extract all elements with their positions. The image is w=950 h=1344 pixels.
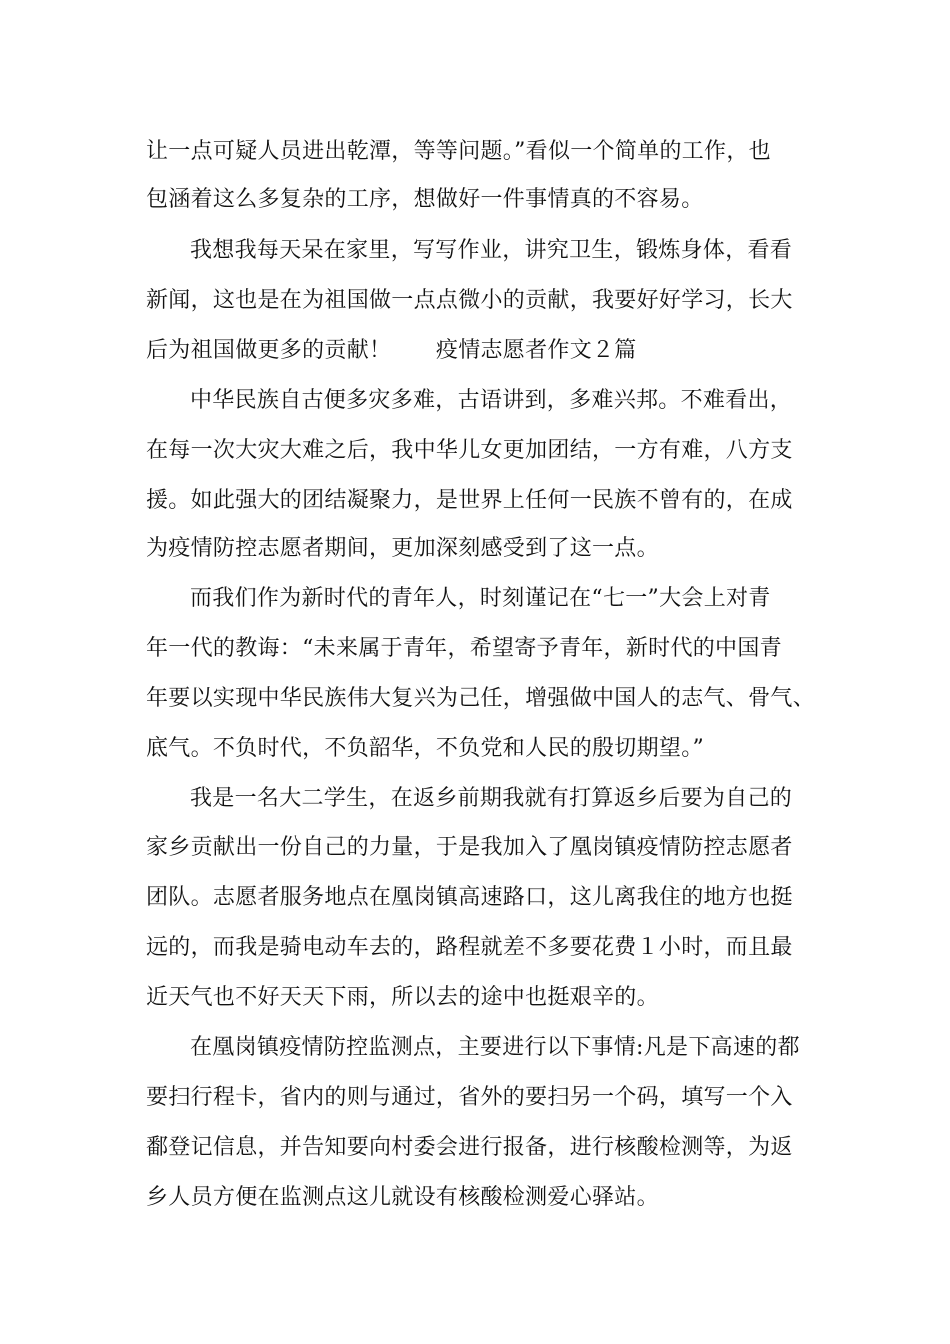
text-line: 新闻，这也是在为祖国做一点点微小的贡献，我要好好学习，长大: [146, 288, 793, 313]
text-line: 让一点可疑人员进出乾潭，等等问题。”看似一个简单的工作，也: [146, 139, 771, 164]
text-line: 在每一次大灾大难之后，我中华儿女更加团结，一方有难，八方支: [146, 438, 793, 463]
text-line: 底气。不负时代，不负韶华，不负党和人民的殷切期望。”: [146, 736, 705, 761]
paragraph-start-line: 中华民族自古便多灾多难，古语讲到，多难兴邦。不难看出，: [190, 388, 793, 413]
text-line: 近天气也不好天天下雨，所以去的途中也挺艰辛的。: [146, 985, 659, 1010]
text-line: 年要以实现中华民族伟大复兴为己任，增强做中国人的志气、骨气、: [146, 686, 816, 711]
text-line: 鄱登记信息，并告知要向村委会进行报备，进行核酸检测等，为返: [146, 1135, 793, 1160]
text-line: 乡人员方便在监测点这儿就设有核酸检测爱心驿站。: [146, 1185, 659, 1210]
text-line: 要扫行程卡，省内的则与通过，省外的要扫另一个码，填写一个入: [146, 1085, 793, 1110]
text-line: 为疫情防控志愿者期间，更加深刻感受到了这一点。: [146, 536, 659, 561]
text-line: 后为祖国做更多的贡献！ 疫情志愿者作文２篇: [146, 338, 637, 363]
paragraph-start-line: 我是一名大二学生，在返乡前期我就有打算返乡后要为自己的: [190, 786, 793, 811]
paragraph-start-line: 而我们作为新时代的青年人，时刻谨记在“七一”大会上对青: [190, 586, 771, 611]
paragraph-start-line: 我想我每天呆在家里，写写作业，讲究卫生，锻炼身体，看看: [190, 238, 793, 263]
text-line: 团队。志愿者服务地点在凰岗镇高速路口，这儿离我住的地方也挺: [146, 885, 793, 910]
text-line: 远的，而我是骑电动车去的，路程就差不多要花费１小时，而且最: [146, 935, 793, 960]
paragraph-start-line: 在凰岗镇疫情防控监测点，主要进行以下事情:凡是下高速的都: [190, 1035, 800, 1060]
text-line: 包涵着这么多复杂的工序，想做好一件事情真的不容易。: [146, 187, 704, 212]
text-line: 援。如此强大的团结凝聚力，是世界上任何一民族不曾有的，在成: [146, 488, 793, 513]
text-line: 年一代的教诲：“未来属于青年，希望寄予青年，新时代的中国青: [146, 636, 782, 661]
text-line: 家乡贡献出一份自己的力量，于是我加入了凰岗镇疫情防控志愿者: [146, 835, 793, 860]
